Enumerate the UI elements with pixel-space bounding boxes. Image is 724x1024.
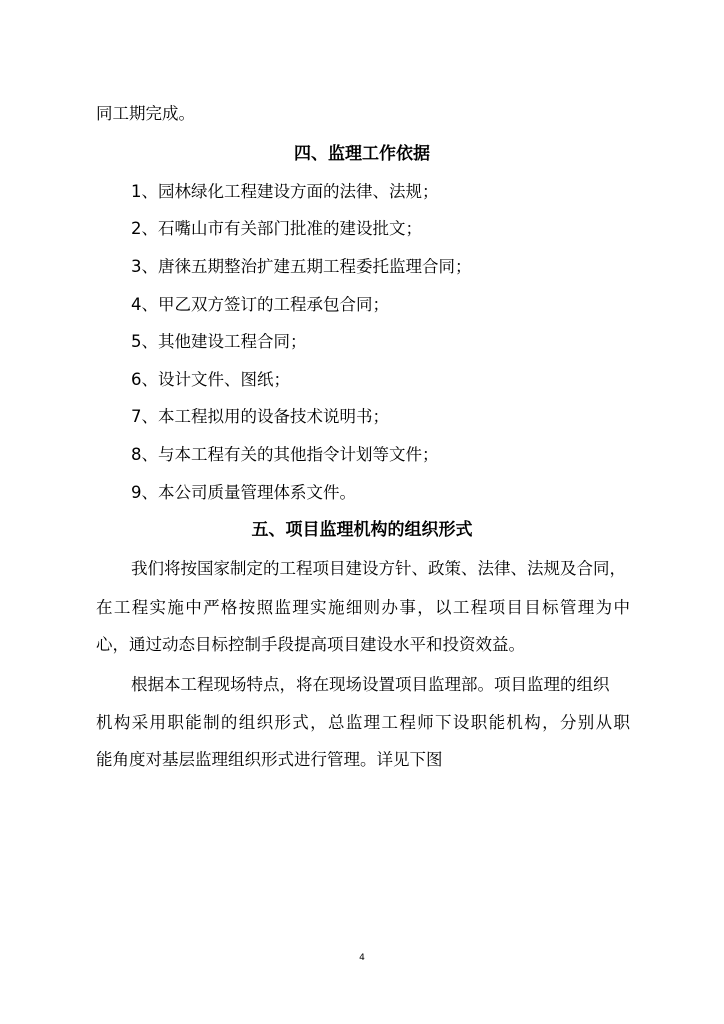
section-heading-5: 五、项目监理机构的组织形式 (251, 520, 473, 540)
list-item: 9、本公司质量管理体系文件。 (131, 483, 356, 502)
list-item: 8、与本工程有关的其他指令计划等文件； (131, 445, 439, 464)
continuation-text: 同工期完成。 (96, 104, 195, 123)
list-item: 6、设计文件、图纸； (131, 370, 290, 389)
paragraph-line: 根据本工程现场特点，将在现场设置项目监理部。项目监理的组织 (131, 675, 610, 694)
section-heading-4: 四、监理工作依据 (294, 144, 430, 164)
paragraph-line: 我们将按国家制定的工程项目建设方针、政策、法律、法规及合同， (131, 559, 626, 578)
list-item: 2、石嘴山市有关部门批准的建设批文； (131, 219, 422, 238)
list-item: 1、园林绿化工程建设方面的法律、法规； (131, 182, 439, 201)
list-item: 3、唐徕五期整治扩建五期工程委托监理合同； (131, 257, 472, 276)
page-number: 4 (359, 953, 365, 963)
paragraph-line: 在工程实施中严格按照监理实施细则办事，以工程项目目标管理为中 (96, 598, 630, 617)
paragraph-line: 机构采用职能制的组织形式，总监理工程师下设职能机构，分别从职 (96, 713, 630, 732)
list-item: 4、甲乙双方签订的工程承包合同； (131, 295, 389, 314)
paragraph-line: 心，通过动态目标控制手段提高项目建设水平和投资效益。 (96, 635, 525, 654)
list-item: 7、本工程拟用的设备技术说明书； (131, 407, 389, 426)
paragraph-line: 能角度对基层监理组织形式进行管理。详见下图 (96, 750, 443, 769)
list-item: 5、其他建设工程合同； (131, 332, 307, 351)
